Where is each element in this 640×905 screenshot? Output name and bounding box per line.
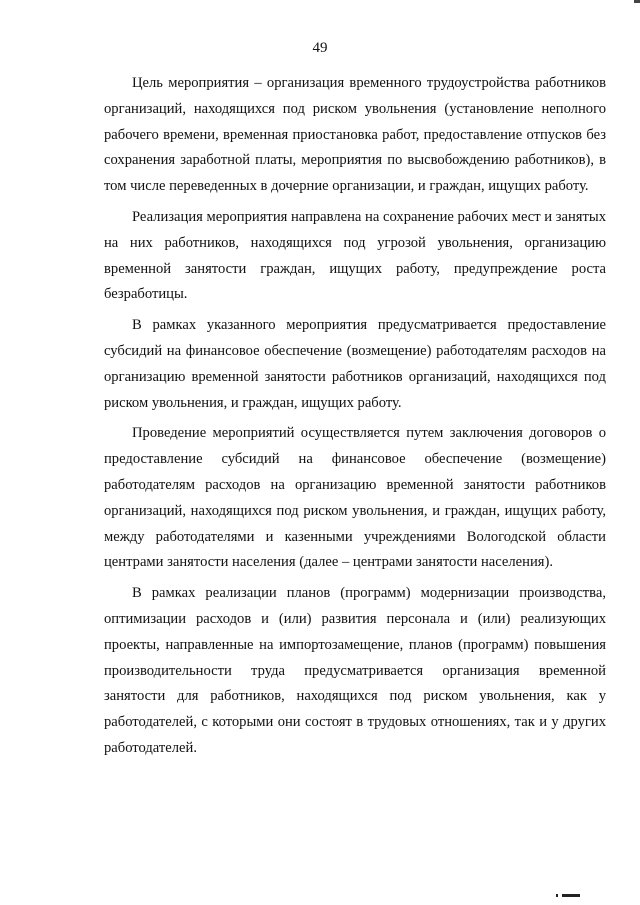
document-body	[104, 71, 606, 767]
paragraph-contracts: Проведение мероприятий осуществляется путем заключения договоров о предоставление субсидий на финансовое обеспечение (возмещение) работодателям расходов на организацию временной занятости работников организаций, находящихся под риском увольнения, и граждан, ищущих работу, между работодателями и казенными учреждениями Вологодской области центрами занятости населения (далее – центрами занятости населения).	[104, 425, 606, 571]
scan-mark-top	[634, 0, 640, 3]
paragraph-implementation: Реализация мероприятия направлена на сохранение рабочих мест и занятых на них работников, находящихся под угрозой увольнения, организацию временной занятости граждан, ищущих работу, предупреждение роста безработицы.	[104, 208, 607, 303]
scan-mark-bottom	[562, 894, 580, 897]
paragraph-modernization: В рамках реализации планов (программ) модернизации производства, оптимизации расходов и (или) развития персонала и (или) реализующих проекты, направленные на импортозамещение, планов (программ) повышения производительности труда предусматривается организация временной занятости для работников, находящихся под риском увольнения, как у работодателей, с которыми они состоят в трудовых отношениях, так и у других работодателей.	[104, 585, 606, 756]
paragraph-goal: Цель мероприятия – организация временного трудоустройства работников организаций, находящихся под риском увольнения (установление неполного рабочего времени, временная приостановка работ, предоставление отпусков без сохранения заработной платы, мероприятия по высвобождению работников), в том числе переведенных в дочерние организации, и граждан, ищущих работу.	[104, 75, 606, 195]
page-number: 49	[312, 40, 328, 56]
paragraph-subsidies: В рамках указанного мероприятия предусматривается предоставление субсидий на финансовое обеспечение (возмещение) работодателям расходов на организацию временной занятости работников организаций, находящихся под риском увольнения, и граждан, ищущих работу.	[104, 317, 606, 411]
